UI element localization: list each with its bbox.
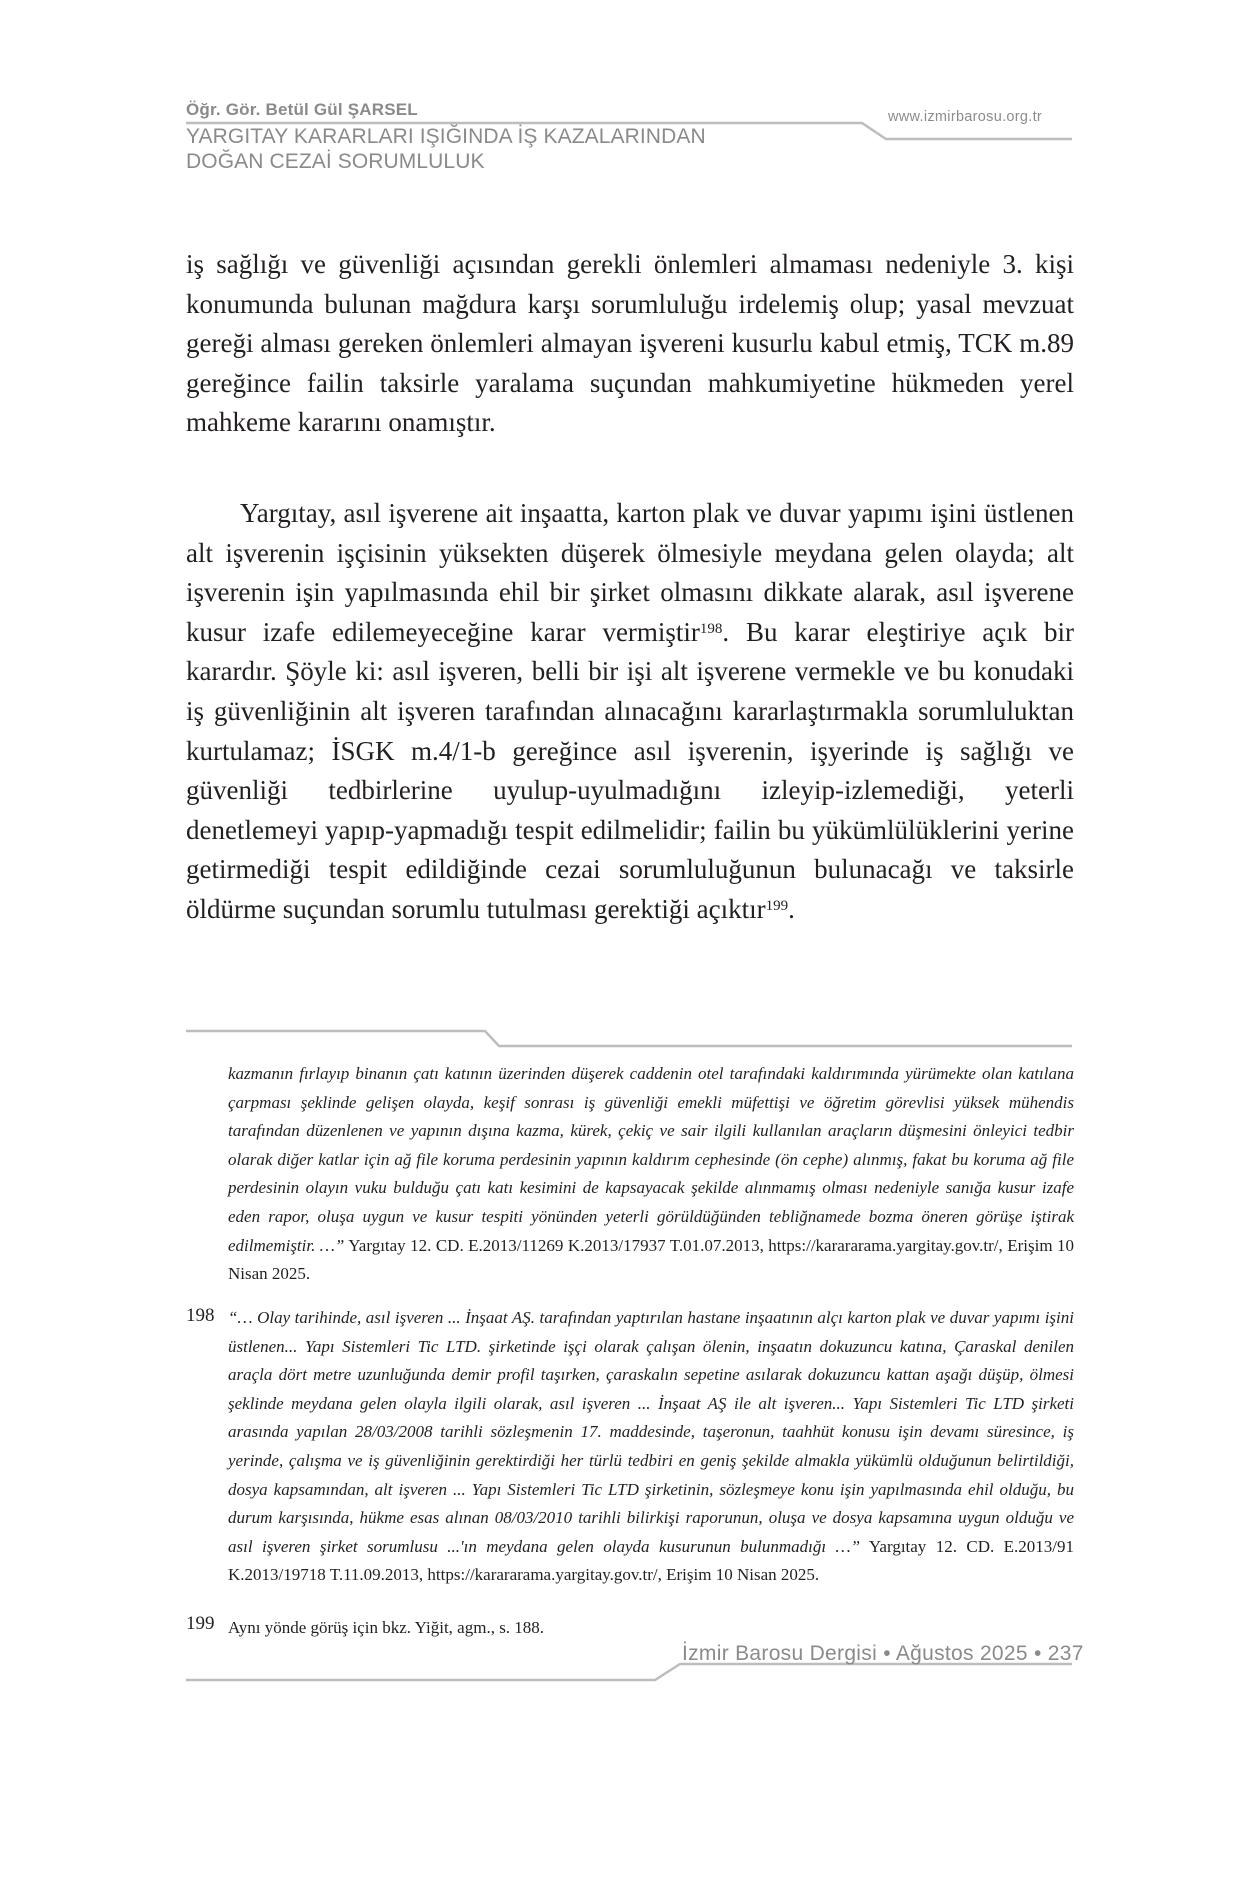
footer-rule (186, 1664, 1072, 1680)
footnote-ref-199[interactable]: 199 (765, 897, 789, 914)
footer-issue: Ağustos 2025 (895, 1642, 1028, 1665)
footnote-number: 198 (186, 1305, 215, 1326)
footnote-199 (186, 1614, 1074, 1643)
footer-separator: • (883, 1642, 891, 1665)
footnote-198-citation: Yargıtay 12. CD. E.2013/91 K.2013/19718 T.11.09.2013, https://karararama.yargitay.gov.tr/, Erişim 10 Nisan 2025. (228, 1536, 1074, 1585)
footnote-separator-rule (186, 1031, 1072, 1046)
header-title (186, 124, 706, 174)
footer-separator: • (1034, 1642, 1042, 1665)
header-title-line2: DOĞAN CEZAİ SORUMLULUK (186, 150, 485, 173)
footnote-ref-198[interactable]: 198 (699, 620, 723, 637)
footnote-198 (186, 1304, 1074, 1590)
header-website: www.izmirbarosu.org.tr (888, 109, 1043, 125)
body-paragraph-2 (186, 494, 1074, 930)
footnote-198-text (186, 1304, 1074, 1590)
paragraph-2-text-a: Yargıtay, asıl işverene ait inşaatta, karton plak ve duvar yapımı işini üstlenen alt işverenin işçisinin yüksekten düşerek ölmesiyle meydana gelen olayda; alt işverenin işin yapılmasında ehil bir şirket olmasını dikkate alarak, asıl işverene kusur izafe edilemeyeceğine karar vermiştir (186, 498, 1074, 647)
footnote-continued (186, 1060, 1074, 1289)
footer-journal: İzmir Barosu Dergisi (682, 1642, 878, 1665)
footnote-number: 199 (186, 1613, 215, 1634)
body-paragraph-1: iş sağlığı ve güvenliği açısından gerekli önlemleri almaması nedeniyle 3. kişi konumunda bulunan mağdura karşı sorumluluğu irdelemiş olup; yasal mevzuat gereği alması gereken önlemleri almayan işvereni kusurlu kabul etmiş, TCK m.89 gereğince failin taksirle yaralama suçundan mahkumiyetine hükmeden yerel mahkeme kararını onamıştır. (186, 249, 1074, 438)
paragraph-2-end: . (788, 893, 795, 924)
page-footer (682, 1642, 1084, 1666)
header-title-line1: YARGITAY KARARLARI IŞIĞINDA İŞ KAZALARINDAN (186, 125, 706, 148)
footnote-198-quote: “… Olay tarihinde, asıl işveren ... İnşaat AŞ. tarafından yaptırılan hastane inşaatının alçı karton plak ve duvar yapımı işini üstlenen... Yapı Sistemleri Tic LTD. şirketinde işçi olarak çalışan ölenin, inşaatın dokuzuncu katına, Çaraskal denilen araçla dört metre uzunluğunda demir profil taşırken, çaraskalın sepetine asılarak dokuzuncu kattan aşağı düşüp, ölmesi şeklinde meydana gelen olayla ilgili olarak, asıl işveren ... İnşaat AŞ ile alt işveren... Yapı Sistemleri Tic LTD şirketi arasında yapılan 28/03/2008 tarihli sözleşmenin 17. maddesinde, taşeronun, taahhüt konusu işin devamı süresince, iş yerinde, çalışma ve iş güvenliğinin gerektirdiği her türlü tedbiri en geniş şekilde almakla yükümlü olduğunun belirtildiği, dosya kapsamından, alt işveren ... Yapı Sistemleri Tic LTD şirketinin, sözleşmeye konu işin yapılmasında ehil olduğu, bu durum karşısında, hükme esas alınan 08/03/2010 tarihli bilirkişi raporunun, oluşa ve dosya kapsamına uygun olduğu ve asıl işveren şirket sorumlusu ...'ın meydana gelen olayda kusurunun bulunmadığı …” (228, 1308, 1074, 1556)
header-author: Öğr. Gör. Betül Gül ŞARSEL (186, 100, 418, 119)
footnote-continued-quote: kazmanın fırlayıp binanın çatı katının üzerinden düşerek caddenin otel tarafındaki kaldırımında yürümekte olan katılana çarpması şeklinde gelişen olayda, keşif sonrası iş güvenliği emekli müfettişi ve öğretim görevlisi yüksek mühendis tarafından düzenlenen ve yapının dışına kazma, kürek, çekiç ve sair ilgili kullanılan araçların düşmesini önleyici tedbir olarak diğer katlar için ağ file koruma perdesinin yapının kaldırım cephesinde (ön cephe) alınmış, fakat bu koruma ağ file perdesinin olayın vuku bulduğu çatı katı kesimini de kapsayacak şekilde alınmamış olması nedeniyle sanığa kusur izafe eden rapor, oluşa uygun ve kusur tespiti yönünden yeterli görüldüğünden tebliğnamede bozma öneren görüşe iştirak edilmemiştir. …” (228, 1064, 1074, 1255)
footnote-199-text: Aynı yönde görüş için bkz. Yiğit, agm., s. 188. (228, 1618, 545, 1637)
footnote-continued-citation: Yargıtay 12. CD. E.2013/11269 K.2013/17937 T.01.07.2013, https://karararama.yargitay.gov.tr/, Erişim 10 Nisan 2025. (228, 1235, 1074, 1284)
page-number: 237 (1047, 1642, 1084, 1665)
paragraph-2-text-b: . Bu karar eleştiriye açık bir karardır. Şöyle ki: asıl işveren, belli bir işi alt işverene vermekle ve bu konudaki iş güvenliğinin alt işveren tarafından alınacağını kararlaştırmakla sorumluluktan kurtulamaz; İSGK m.4/1-b gereğince asıl işverenin, işyerinde iş sağlığı ve güvenliği tedbirlerine uyulup-uyulmadığını izleyip-izlemediği, yeterli denetlemeyi yapıp-yapmadığı tespit edilmelidir; failin bu yükümlülüklerini yerine getirmediği tespit edildiğinde cezai sorumluluğunun bulunacağı ve taksirle öldürme suçundan sorumlu tutulması gerektiği açıktır (186, 616, 1074, 924)
